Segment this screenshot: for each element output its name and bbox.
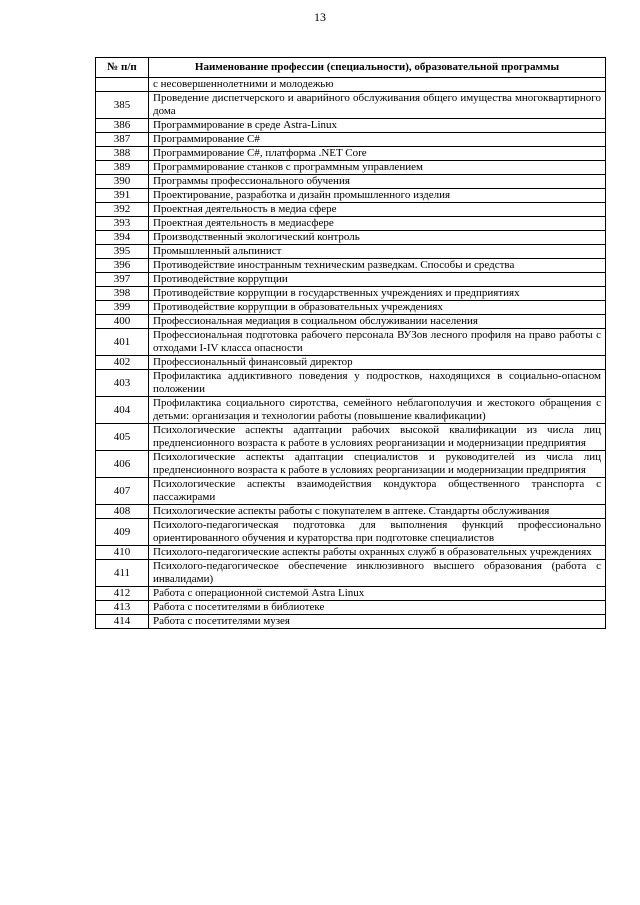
row-name: Работа с посетителями в библиотеке: [149, 601, 606, 615]
row-name: Проектная деятельность в медиасфере: [149, 217, 606, 231]
table-row: [96, 92, 606, 119]
table-row: [96, 287, 606, 301]
row-number: 403: [96, 370, 149, 397]
row-name: Психологические аспекты адаптации специалистов и руководителей из числа лиц предпенсионного возраста к работе в условиях реорганизации и модернизации предприятия: [149, 451, 606, 478]
row-name: Работа с операционной системой Astra Linux: [149, 587, 606, 601]
row-number: 408: [96, 505, 149, 519]
row-name: Программирование C#: [149, 133, 606, 147]
row-name: Работа с посетителями музея: [149, 615, 606, 629]
table-row: [96, 397, 606, 424]
row-name: Противодействие коррупции: [149, 273, 606, 287]
table-row: [96, 451, 606, 478]
table-row: [96, 203, 606, 217]
row-number: 405: [96, 424, 149, 451]
row-number: 391: [96, 189, 149, 203]
row-name: Психологические аспекты работы с покупателем в аптеке. Стандарты обслуживания: [149, 505, 606, 519]
row-number: 399: [96, 301, 149, 315]
row-name: Противодействие коррупции в государственных учреждениях и предприятиях: [149, 287, 606, 301]
table-row: [96, 301, 606, 315]
row-name: Промышленный альпинист: [149, 245, 606, 259]
row-name: Проектная деятельность в медиа сфере: [149, 203, 606, 217]
page-number: 13: [314, 10, 326, 24]
row-number: 396: [96, 259, 149, 273]
row-name: Противодействие иностранным техническим разведкам. Способы и средства: [149, 259, 606, 273]
row-number: 392: [96, 203, 149, 217]
row-name: Программирование в среде Astra-Linux: [149, 119, 606, 133]
table-row: [96, 189, 606, 203]
row-name: Программы профессионального обучения: [149, 175, 606, 189]
table-row: [96, 259, 606, 273]
table-row: [96, 133, 606, 147]
table-header-row: [96, 58, 606, 78]
table-row: [96, 560, 606, 587]
row-number: 390: [96, 175, 149, 189]
row-name: Проектирование, разработка и дизайн промышленного изделия: [149, 189, 606, 203]
row-name: Профессиональная подготовка рабочего персонала ВУЗов лесного профиля на право работы с отходами I-IV класса опасности: [149, 329, 606, 356]
row-name: Психологические аспекты взаимодействия кондуктора общественного транспорта с пассажирами: [149, 478, 606, 505]
table-row: [96, 478, 606, 505]
row-name: Психолого-педагогическое обеспечение инклюзивного высшего образования (работа с инвалидами): [149, 560, 606, 587]
row-name: Профессиональный финансовый директор: [149, 356, 606, 370]
row-number: 410: [96, 546, 149, 560]
row-number: 385: [96, 92, 149, 119]
row-number: 412: [96, 587, 149, 601]
row-number: 407: [96, 478, 149, 505]
row-number: [96, 78, 149, 92]
table-row: [96, 546, 606, 560]
professions-table: [95, 57, 606, 629]
row-name: Программирование C#, платформа .NET Core: [149, 147, 606, 161]
row-number: 395: [96, 245, 149, 259]
table-row: [96, 424, 606, 451]
table-row-continuation: [96, 78, 606, 92]
row-number: 394: [96, 231, 149, 245]
table-row: [96, 119, 606, 133]
table-row: [96, 147, 606, 161]
header-name: Наименование профессии (специальности), образовательной программы: [149, 58, 606, 78]
table-row: [96, 587, 606, 601]
row-name: Психологические аспекты адаптации рабочих высокой квалификации из числа лиц предпенсионного возраста к работе в условиях реорганизации и модернизации предприятия: [149, 424, 606, 451]
table-row: [96, 519, 606, 546]
row-number: 401: [96, 329, 149, 356]
table-row: [96, 231, 606, 245]
table-row: [96, 356, 606, 370]
row-number: 409: [96, 519, 149, 546]
table-row: [96, 370, 606, 397]
row-number: 386: [96, 119, 149, 133]
row-number: 400: [96, 315, 149, 329]
row-number: 397: [96, 273, 149, 287]
table-row: [96, 175, 606, 189]
row-number: 389: [96, 161, 149, 175]
row-number: 402: [96, 356, 149, 370]
row-number: 388: [96, 147, 149, 161]
row-name: Профилактика аддиктивного поведения у подростков, находящихся в социально-опасном положении: [149, 370, 606, 397]
table-row: [96, 217, 606, 231]
table-row: [96, 505, 606, 519]
header-number: № п/п: [96, 58, 149, 78]
row-number: 411: [96, 560, 149, 587]
row-name: Противодействие коррупции в образовательных учреждениях: [149, 301, 606, 315]
table-row: [96, 315, 606, 329]
table-row: [96, 273, 606, 287]
row-name: Психолого-педагогическая подготовка для выполнения функций профессионально ориентированного обучения и кураторства при подготовке специалистов: [149, 519, 606, 546]
table-row: [96, 245, 606, 259]
row-number: 414: [96, 615, 149, 629]
row-name: Профессиональная медиация в социальном обслуживании населения: [149, 315, 606, 329]
row-name: Проведение диспетчерского и аварийного обслуживания общего имущества многоквартирного дома: [149, 92, 606, 119]
table-row: [96, 615, 606, 629]
row-name: с несовершеннолетними и молодежью: [149, 78, 606, 92]
row-number: 406: [96, 451, 149, 478]
table-row: [96, 601, 606, 615]
row-name: Программирование станков с программным управлением: [149, 161, 606, 175]
row-name: Производственный экологический контроль: [149, 231, 606, 245]
row-name: Психолого-педагогические аспекты работы охранных служб в образовательных учреждениях: [149, 546, 606, 560]
row-number: 398: [96, 287, 149, 301]
row-number: 413: [96, 601, 149, 615]
table-row: [96, 161, 606, 175]
row-number: 393: [96, 217, 149, 231]
row-name: Профилактика социального сиротства, семейного неблагополучия и жестокого обращения с детьми: организация и технологии работы (повышение квалификации): [149, 397, 606, 424]
row-number: 387: [96, 133, 149, 147]
table-row: [96, 329, 606, 356]
row-number: 404: [96, 397, 149, 424]
